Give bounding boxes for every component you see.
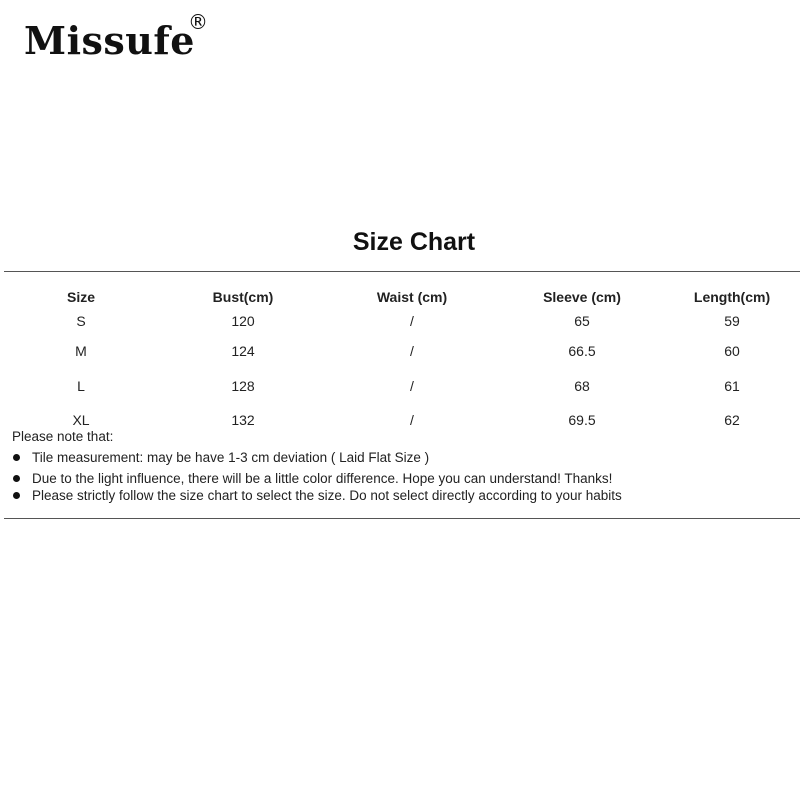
header-length: Length(cm) <box>693 289 771 305</box>
note-text: Please strictly follow the size chart to select the size. Do not select directly according to your habits <box>32 488 622 503</box>
notes-intro: Please note that: <box>12 429 114 444</box>
cell-bust: 124 <box>231 343 255 359</box>
list-item <box>12 470 622 487</box>
header-waist: Waist (cm) <box>376 289 448 305</box>
header-bust: Bust(cm) <box>212 289 274 305</box>
table-row <box>0 339 800 374</box>
cell-size: L <box>77 377 85 394</box>
header-sleeve: Sleeve (cm) <box>543 289 621 305</box>
cell-length: 59 <box>724 313 740 329</box>
brand-logo: Missufe <box>24 18 195 63</box>
notes-section <box>12 428 622 504</box>
cell-waist: / <box>410 412 414 428</box>
list-item <box>12 449 622 466</box>
registered-mark: ® <box>188 10 208 34</box>
cell-size: XL <box>72 412 90 428</box>
bullet-icon <box>13 475 20 482</box>
note-text: Due to the light influence, there will be a little color difference. Hope you can understand! Thanks! <box>32 471 613 486</box>
table-header-row <box>0 285 800 309</box>
cell-sleeve: 69.5 <box>568 412 596 428</box>
cell-size: M <box>75 343 87 359</box>
page-title: Size Chart <box>352 228 476 256</box>
cell-waist: / <box>410 343 414 359</box>
cell-bust: 128 <box>231 377 255 394</box>
cell-sleeve: 66.5 <box>568 343 596 359</box>
bullet-icon <box>13 454 20 461</box>
cell-size: S <box>76 313 86 329</box>
table-row <box>0 309 800 339</box>
bottom-divider <box>4 518 800 519</box>
size-table <box>0 285 800 443</box>
cell-length: 60 <box>724 343 740 359</box>
cell-length: 62 <box>724 412 740 428</box>
table-row <box>0 374 800 409</box>
bullet-icon <box>13 492 20 499</box>
cell-length: 61 <box>724 377 740 394</box>
header-size: Size <box>66 289 95 305</box>
cell-waist: / <box>410 377 414 394</box>
cell-sleeve: 68 <box>574 377 590 394</box>
note-text: Tile measurement: may be have 1-3 cm deviation ( Laid Flat Size ) <box>32 450 430 465</box>
list-item <box>12 487 622 504</box>
top-divider <box>4 271 800 272</box>
cell-sleeve: 65 <box>574 313 590 329</box>
cell-bust: 132 <box>231 412 255 428</box>
cell-bust: 120 <box>231 313 255 329</box>
notes-list <box>12 449 622 504</box>
cell-waist: / <box>410 313 414 329</box>
